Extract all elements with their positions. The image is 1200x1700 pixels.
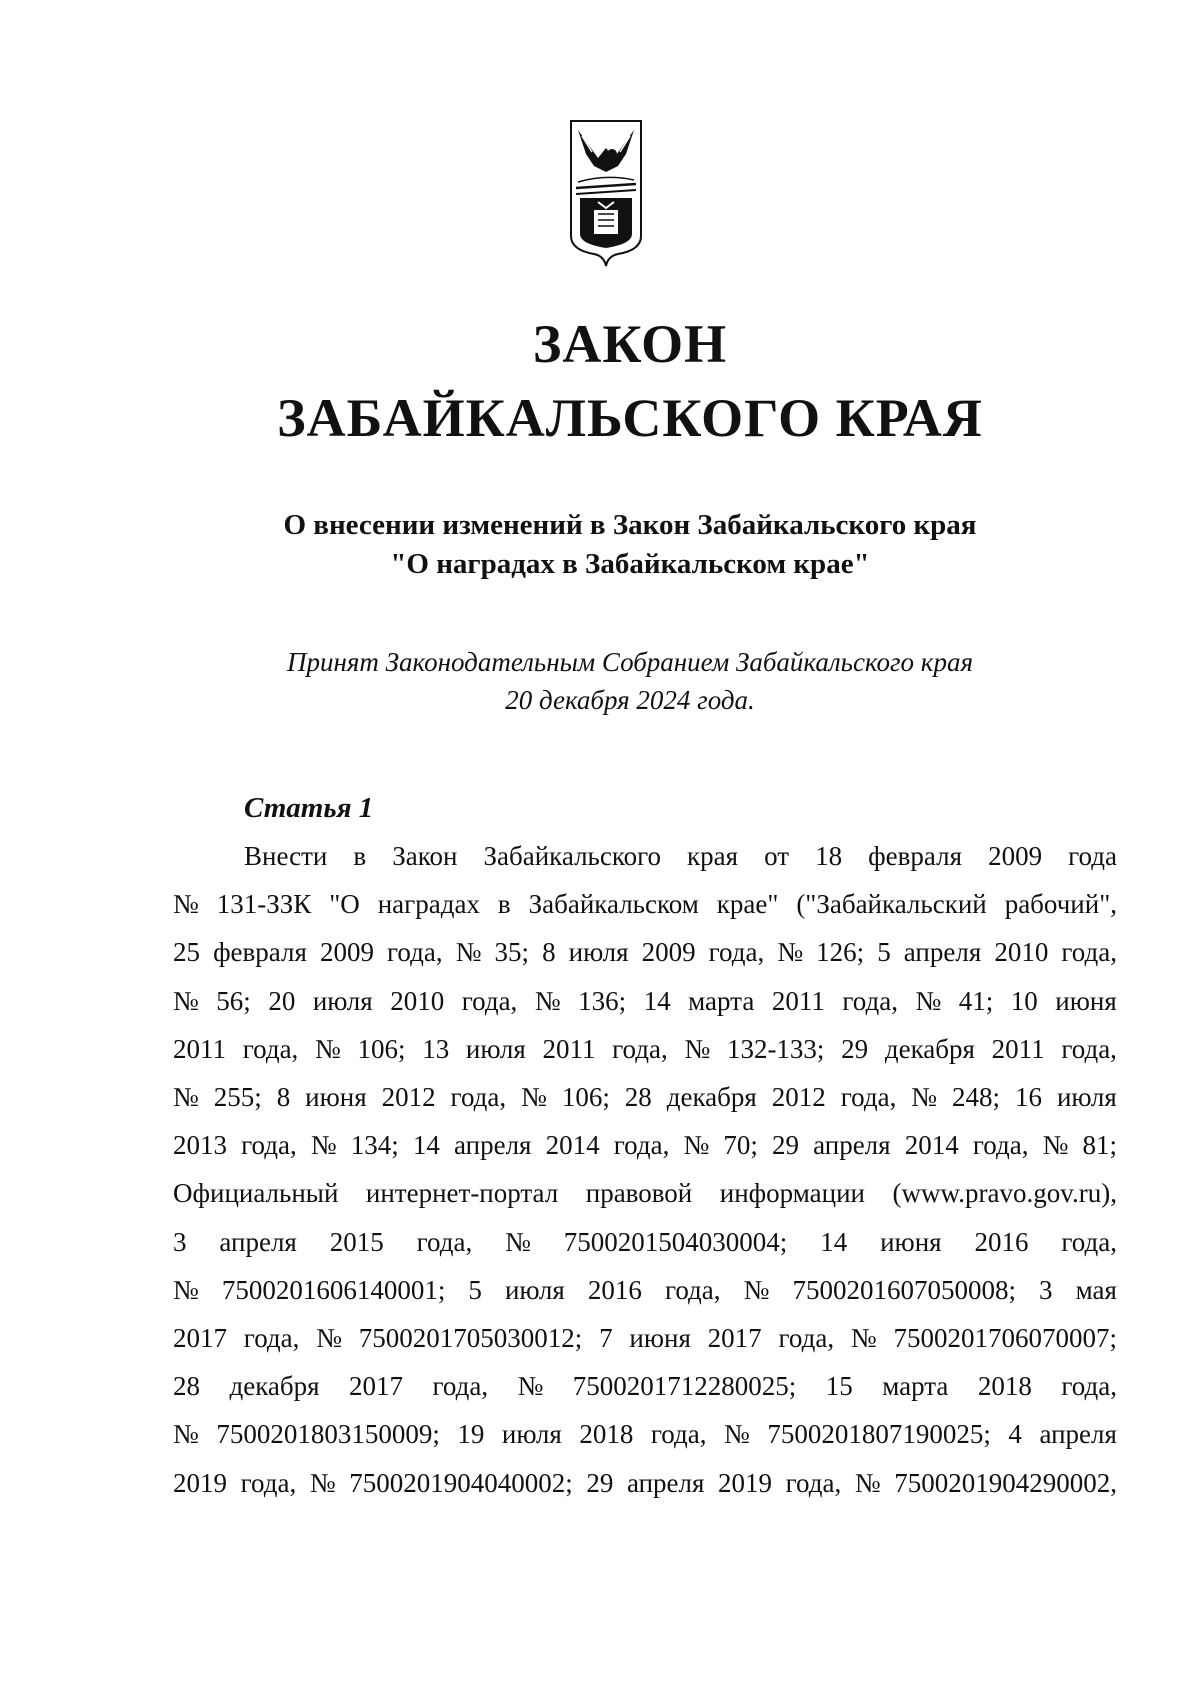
article-text-line: № 7500201606140001; 5 июля 2016 года, № 7500201607050008; 3 мая (173, 1274, 1117, 1305)
coat-of-arms-icon (568, 118, 644, 268)
article-text-line: 28 декабря 2017 года, № 7500201712280025; 15 марта 2018 года, (173, 1371, 1117, 1402)
article-text-line: 2013 года, № 134; 14 апреля 2014 года, № 70; 29 апреля 2014 года, № 81; (173, 1130, 1117, 1161)
law-subject-line-2: "О наградах в Забайкальском крае" (390, 548, 870, 580)
law-title: ЗАКОН (532, 314, 728, 374)
article-text-line: № 255; 8 июня 2012 года, № 106; 28 декабря 2012 года, № 248; 16 июля (173, 1082, 1117, 1112)
article-text-line: № 7500201803150009; 19 июля 2018 года, № 7500201807190025; 4 апреля (173, 1419, 1117, 1450)
adoption-note-line-1: Принят Законодательным Собранием Забайкальского края (286, 647, 973, 677)
article-text-line: Внести в Закон Забайкальского края от 18 февраля 2009 года (244, 841, 1117, 871)
law-subject-line-1: О внесении изменений в Закон Забайкальского края (283, 509, 977, 541)
law-region-title: ЗАБАЙКАЛЬСКОГО КРАЯ (277, 388, 983, 448)
adoption-date: 20 декабря 2024 года. (505, 685, 755, 715)
article-heading: Статья 1 (244, 792, 374, 824)
article-text-line: 25 февраля 2009 года, № 35; 8 июля 2009 года, № 126; 5 апреля 2010 года, (173, 937, 1117, 968)
article-text-line: Официальный интернет-портал правовой информации (www.pravo.gov.ru), (173, 1178, 1117, 1209)
article-text-line: 2019 года, № 7500201904040002; 29 апреля 2019 года, № 7500201904290002, (173, 1467, 1117, 1498)
article-text-line: 3 апреля 2015 года, № 7500201504030004; 14 июня 2016 года, (173, 1226, 1117, 1257)
article-text-line: № 131-ЗЗК "О наградах в Забайкальском крае" ("Забайкальский рабочий", (173, 889, 1117, 920)
article-text-line: 2017 года, № 7500201705030012; 7 июня 2017 года, № 7500201706070007; (173, 1323, 1117, 1353)
article-text-line: № 56; 20 июля 2010 года, № 136; 14 марта 2011 года, № 41; 10 июня (173, 985, 1117, 1016)
article-text-line: 2011 года, № 106; 13 июля 2011 года, № 132-133; 29 декабря 2011 года, (173, 1033, 1117, 1064)
